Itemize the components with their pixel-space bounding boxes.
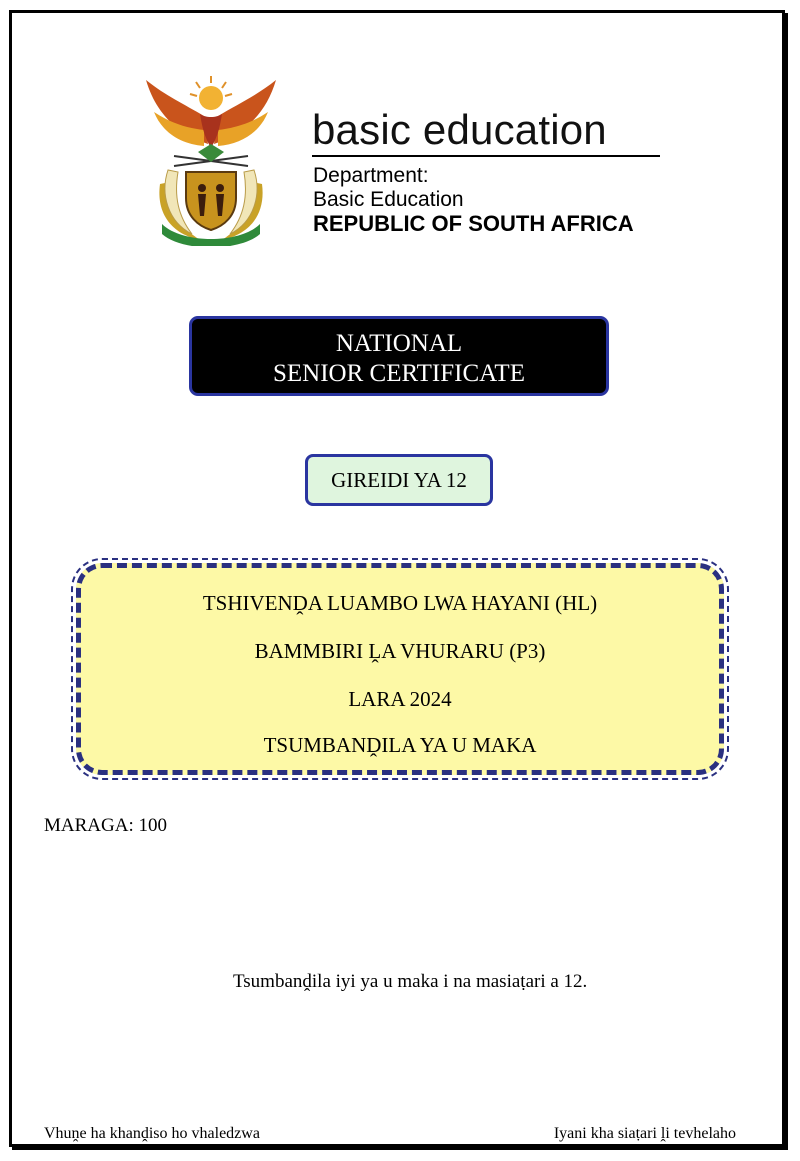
total-marks: MARAGA: 100 — [44, 815, 167, 836]
grade-box: GIREIDI YA 12 — [305, 454, 493, 506]
certificate-line-1: NATIONAL — [335, 330, 463, 357]
exam-session: LARA 2024 — [348, 687, 452, 711]
subject-box — [76, 563, 724, 775]
paper-number: BAMMBIRI ḼA VHURARU (P3) — [254, 639, 546, 663]
certificate-title-box — [189, 316, 609, 396]
turn-page-note: Iyani kha siaṭari ḽi tevhelaho — [553, 1125, 736, 1142]
subject-name: TSHIVENḒA LUAMBO LWA HAYANI (HL) — [202, 591, 598, 615]
certificate-line-2: SENIOR CERTIFICATE — [273, 360, 525, 387]
department-label: Department: — [313, 164, 429, 187]
department-block — [313, 164, 634, 236]
country-name: REPUBLIC OF SOUTH AFRICA — [313, 211, 634, 236]
coat-of-arms-logo — [138, 74, 284, 246]
copyright-notice: Vhuṋe ha khanḓiso ho vhaledzwa — [44, 1125, 260, 1142]
brand-title: basic education — [312, 106, 607, 153]
document-type: TSUMBANḒILA YA U MAKA — [263, 733, 537, 757]
brand-divider — [312, 155, 660, 157]
department-name: Basic Education — [313, 188, 464, 211]
page-count-note: Tsumbanḓila iyi ya u maka i na masiaṭari a 12. — [233, 971, 588, 992]
